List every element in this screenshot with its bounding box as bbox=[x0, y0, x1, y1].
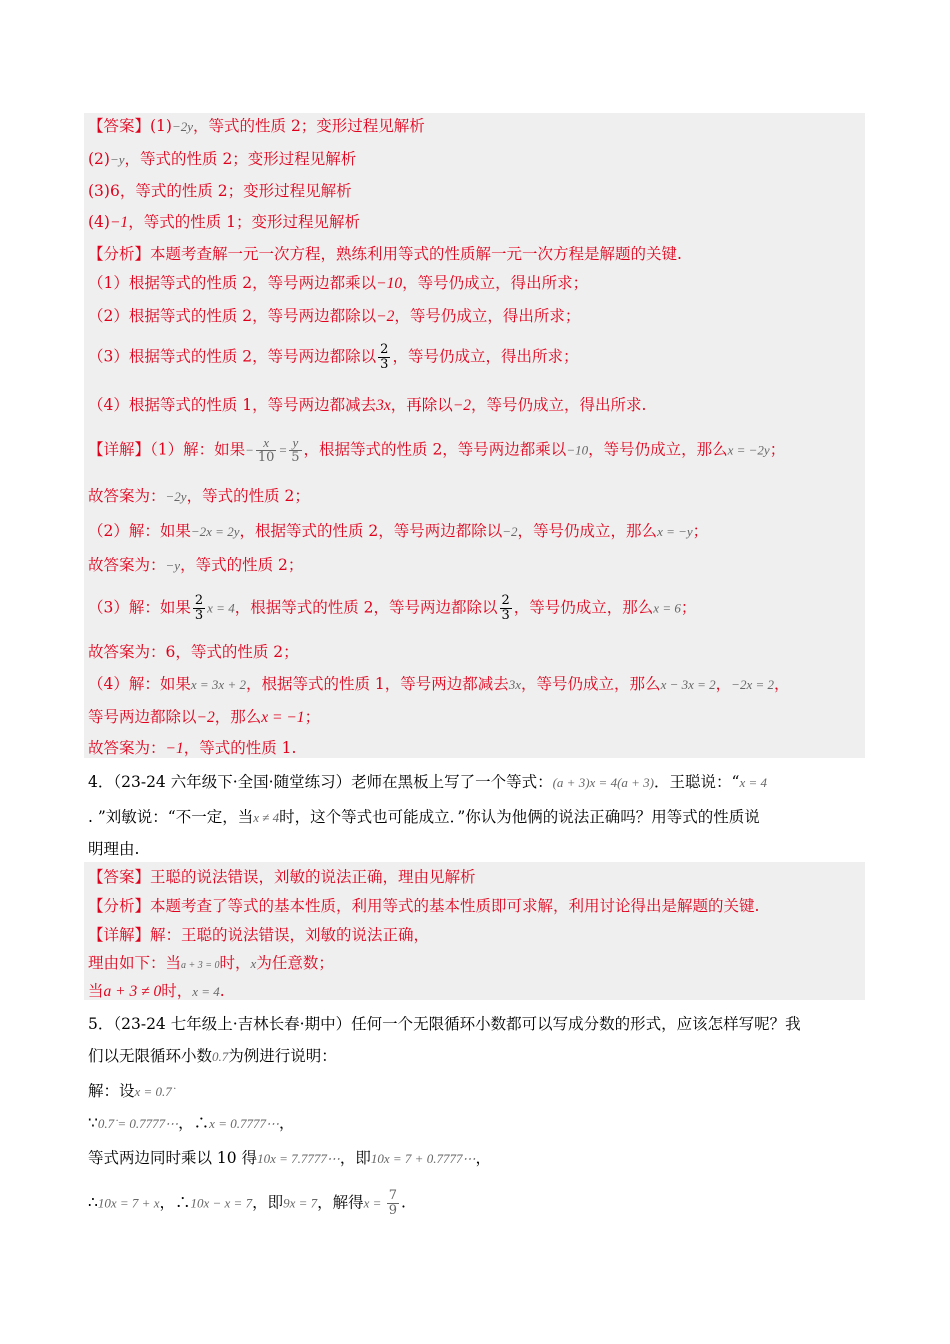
q5-question-line-1: 5．（23-24 七年级上·吉林长春·期中）任何一个无限循环小数都可以写成分数的形式，应该怎样写呢？我 bbox=[88, 1015, 801, 1033]
q5-solution-line-2: ∵0.7̇ = 0.7777⋯，∴x = 0.7777⋯， bbox=[88, 1114, 295, 1132]
detail-answer-1: 故答案为：−2y，等式的性质 2； bbox=[88, 487, 310, 505]
q4-question-line-2: . ”刘敏说：“不一定，当x ≠ 4时，这个等式也可能成立．”你认为他俩的说法正确吗？用等式的性质说 bbox=[88, 808, 760, 826]
answer-line-1: 【答案】(1)−2y，等式的性质 2；变形过程见解析 bbox=[88, 117, 425, 135]
answer-line-3: (3)6，等式的性质 2；变形过程见解析 bbox=[88, 182, 352, 200]
detail-step-2: （2）解：如果−2x = 2y，根据等式的性质 2，等号两边都除以−2，等号仍成立，那么x = −y； bbox=[88, 522, 709, 540]
q4-analysis: 【分析】本题考查了等式的基本性质，利用等式的基本性质即可求解，利用讨论得出是解题的关键. bbox=[88, 897, 760, 915]
q5-solution-line-4: ∴10x = 7 + x，∴10x − x = 7，即9x = 7，解得x = $\frac{7}{9}$ . bbox=[88, 1188, 406, 1218]
q4-reason-1: 理由如下：当a + 3 = 0时，x为任意数； bbox=[88, 954, 334, 972]
analysis-heading: 【分析】本题考查解一元一次方程，熟练利用等式的性质解一元一次方程是解题的关键. bbox=[88, 245, 682, 263]
q4-answer: 【答案】王聪的说法错误，刘敏的说法正确，理由见解析 bbox=[88, 868, 476, 886]
answer-line-2: (2)−y，等式的性质 2；变形过程见解析 bbox=[88, 150, 357, 168]
detail-answer-2: 故答案为：−y，等式的性质 2； bbox=[88, 556, 304, 574]
analysis-step-2: （2）根据等式的性质 2，等号两边都除以−2，等号仍成立，得出所求； bbox=[88, 307, 581, 325]
detail-answer-4: 故答案为：−1，等式的性质 1. bbox=[88, 739, 297, 757]
detail-step-1: 【详解】（1）解：如果− $\frac{x}{10}$ = $\frac{y}{5}$ ，根据等式的性质 2，等号两边都乘以−10，等号仍成立，那么x = −2y； bbox=[88, 435, 786, 465]
analysis-step-3: （3）根据等式的性质 2，等号两边都除以 $\frac{2}{3}$ ，等号仍成立，得出所求； bbox=[88, 342, 579, 372]
detail-step-4: （4）解：如果x = 3x + 2，根据等式的性质 1，等号两边都减去3x，等号仍成立，那么x − 3x = 2，−2x = 2， bbox=[88, 675, 790, 693]
answer-line-4: (4)−1，等式的性质 1；变形过程见解析 bbox=[88, 213, 360, 231]
detail-step-5: 等号两边都除以−2，那么x = −1； bbox=[88, 708, 321, 726]
q5-solution-line-1: 解：设x = 0.7̇ bbox=[88, 1082, 172, 1100]
q5-question-line-2: 们以无限循环小数0.7̇为例进行说明： bbox=[88, 1047, 337, 1065]
q4-question-line-1: 4．（23-24 六年级下·全国·随堂练习）老师在黑板上写了一个等式：(a + 3)x = 4(a + 3)．王聪说：“x = 4 bbox=[88, 773, 767, 791]
q5-solution-line-3: 等式两边同时乘以 10 得10x = 7.7777⋯，即10x = 7 + 0.7777⋯， bbox=[88, 1149, 491, 1167]
analysis-step-1: （1）根据等式的性质 2，等号两边都乘以−10，等号仍成立，得出所求； bbox=[88, 274, 589, 292]
q4-question-line-3: 明理由. bbox=[88, 840, 140, 858]
detail-step-3: （3）解：如果 $\frac{2}{3}$ x = 4，根据等式的性质 2，等号两边都除以 $\frac{2}{3}$ ，等号仍成立，那么x = 6； bbox=[88, 593, 697, 623]
q4-reason-2: 当a + 3 ≠ 0时，x = 4. bbox=[88, 982, 225, 1000]
analysis-step-4: （4）根据等式的性质 1，等号两边都减去3x，再除以−2，等号仍成立，得出所求. bbox=[88, 396, 647, 414]
q4-detail: 【详解】解：王聪的说法错误，刘敏的说法正确， bbox=[88, 926, 430, 944]
detail-answer-3: 故答案为：6，等式的性质 2； bbox=[88, 643, 299, 661]
